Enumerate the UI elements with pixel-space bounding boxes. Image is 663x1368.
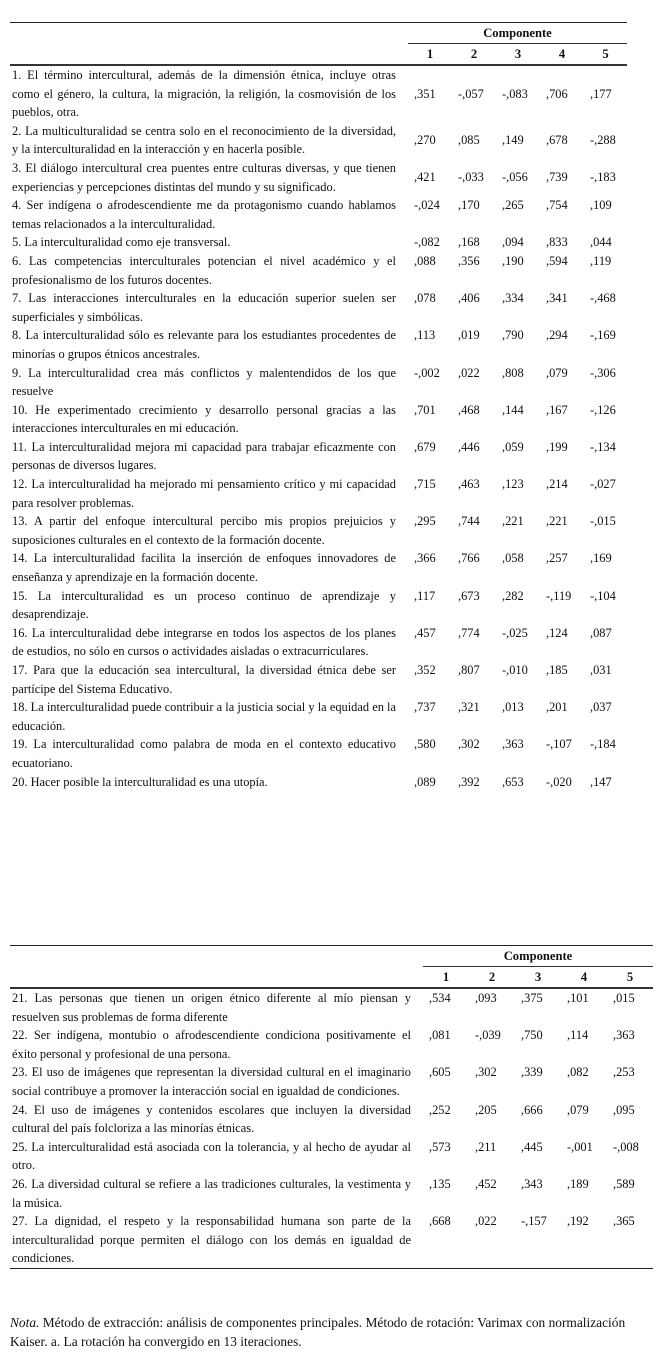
loading-value-component-5: -,104 xyxy=(590,588,616,603)
item-text: 1. El término intercultural, además de la dimensión étnica, incluye otras como el género, la cultura, la migración, la religión, la cosmovisión de los pueblos, otra. xyxy=(12,68,396,120)
loading-value-component-3: ,013 xyxy=(502,700,524,715)
item-text: 10. He experimentado crecimiento y desarrollo personal gracias a las interacciones interculturales en mi educación. xyxy=(12,402,396,436)
loading-value-component-3: ,445 xyxy=(521,1139,543,1154)
item-text: 3. El diálogo intercultural crea puentes entre culturas diversas, y que tienen experiencias y percepciones distintas del mundo y su significado. xyxy=(12,160,396,194)
column-header-1: 1 xyxy=(408,44,452,66)
loading-value-component-3: ,123 xyxy=(502,477,524,492)
loading-value-component-4: -,107 xyxy=(546,737,572,752)
table-2-body xyxy=(10,988,653,1268)
column-header-4: 4 xyxy=(561,967,607,989)
loading-value-component-4: ,201 xyxy=(546,700,568,715)
item-text: 4. Ser indígena o afrodescendiente me da protagonismo cuando hablamos temas relacionados a la interculturalidad. xyxy=(12,198,396,231)
loading-value-component-4: ,189 xyxy=(567,1176,589,1191)
item-text: 14. La interculturalidad facilita la inserción de enfoques innovadores de enseñanza y aprendizaje en la formación docente. xyxy=(12,551,396,585)
loading-value-component-2: -,033 xyxy=(458,170,484,185)
loading-value-component-5: ,589 xyxy=(613,1176,635,1191)
table-row xyxy=(10,735,627,772)
column-header-2: 2 xyxy=(452,44,496,66)
note-label: Nota. xyxy=(10,1315,40,1330)
loading-value-component-2: ,085 xyxy=(458,133,480,148)
item-text: 11. La interculturalidad mejora mi capacidad para trabajar eficazmente con personas de diversos lugares. xyxy=(12,439,396,473)
column-header-4: 4 xyxy=(540,44,584,66)
loading-value-component-5: -,134 xyxy=(590,439,616,454)
loading-value-component-2: ,452 xyxy=(475,1176,497,1191)
loading-value-component-4: -,119 xyxy=(546,588,572,603)
loading-value-component-1: ,117 xyxy=(414,588,436,603)
loading-value-component-3: ,149 xyxy=(502,133,524,148)
loading-value-component-1: ,701 xyxy=(414,402,436,417)
loading-value-component-2: ,463 xyxy=(458,477,480,492)
loading-value-component-4: ,739 xyxy=(546,170,568,185)
loading-value-component-5: -,183 xyxy=(590,170,616,185)
table-row xyxy=(10,1138,653,1175)
loading-value-component-3: -,025 xyxy=(502,625,528,640)
loading-value-component-2: ,302 xyxy=(475,1065,497,1080)
loading-value-component-2: ,093 xyxy=(475,991,497,1005)
item-text: 22. Ser indígena, montubio o afrodescendiente condiciona positivamente el éxito personal y profesional de una persona. xyxy=(12,1028,411,1061)
loading-value-component-4: ,101 xyxy=(567,991,589,1005)
loading-value-component-4: ,754 xyxy=(546,198,568,213)
table-row xyxy=(10,475,627,512)
table-row xyxy=(10,1101,653,1138)
item-text: 27. La dignidad, el respeto y la responsabilidad humana son parte de la interculturalidad porque permiten el diálogo con los demás en igualdad de condiciones. xyxy=(10,1212,423,1268)
item-header-empty xyxy=(10,44,408,66)
loading-value-component-4: ,341 xyxy=(546,291,568,306)
table-row xyxy=(10,661,627,698)
column-header-2: 2 xyxy=(469,967,515,989)
item-text: 15. La interculturalidad es un proceso continuo de aprendizaje y desaprendizaje. xyxy=(12,588,396,622)
loadings-table-1 xyxy=(10,22,627,791)
loading-value-component-3: ,375 xyxy=(521,991,543,1005)
table-row xyxy=(10,438,627,475)
loading-value-component-1: ,081 xyxy=(429,1028,451,1043)
loading-value-component-4: ,706 xyxy=(546,86,568,101)
table-row xyxy=(10,549,627,586)
loading-value-component-5: ,037 xyxy=(590,700,612,715)
loading-value-component-4: -,020 xyxy=(546,774,572,789)
table-row xyxy=(10,624,627,661)
loading-value-component-5: ,363 xyxy=(613,1028,635,1043)
loading-value-component-1: ,078 xyxy=(414,291,436,306)
loading-value-component-2: ,392 xyxy=(458,774,480,789)
loading-value-component-3: -,157 xyxy=(515,1212,561,1268)
loading-value-component-4: ,833 xyxy=(546,235,568,250)
loading-value-component-2: ,468 xyxy=(458,402,480,417)
loading-value-component-4: ,167 xyxy=(546,402,568,417)
loading-value-component-5: ,177 xyxy=(590,86,612,101)
column-header-1: 1 xyxy=(423,967,469,989)
loading-value-component-1: ,679 xyxy=(414,439,436,454)
component-group-header: Componente xyxy=(423,946,653,967)
loading-value-component-4: ,257 xyxy=(546,551,568,566)
loading-value-component-5: ,365 xyxy=(607,1212,653,1268)
loading-value-component-3: ,666 xyxy=(521,1102,543,1117)
loading-value-component-2: ,211 xyxy=(475,1139,497,1154)
loading-value-component-3: ,363 xyxy=(502,737,524,752)
loading-value-component-2: -,057 xyxy=(458,86,484,101)
loading-value-component-3: ,808 xyxy=(502,365,524,380)
item-text: 19. La interculturalidad como palabra de moda en el contexto educativo ecuatoriano. xyxy=(12,737,396,770)
loading-value-component-5: ,044 xyxy=(590,235,612,250)
loading-value-component-4: ,678 xyxy=(546,133,568,148)
column-header-3: 3 xyxy=(515,967,561,989)
loading-value-component-4: ,294 xyxy=(546,328,568,343)
item-header-empty xyxy=(10,946,423,967)
loading-value-component-1: ,534 xyxy=(429,991,451,1005)
item-text: 7. Las interacciones interculturales en la educación superior suelen ser superficiales y simbólicas. xyxy=(12,291,396,324)
loading-value-component-2: ,168 xyxy=(458,235,480,250)
loading-value-component-1: ,715 xyxy=(414,477,436,492)
loading-value-component-5: ,169 xyxy=(590,551,612,566)
loading-value-component-3: ,653 xyxy=(502,774,524,789)
column-header-3: 3 xyxy=(496,44,540,66)
table-row xyxy=(10,1212,653,1268)
loading-value-component-1: ,580 xyxy=(414,737,436,752)
item-text: 26. La diversidad cultural se refiere a las tradiciones culturales, la vestimenta y la música. xyxy=(12,1176,411,1210)
loading-value-component-5: -,306 xyxy=(590,365,616,380)
loading-value-component-1: ,089 xyxy=(414,774,436,789)
loading-value-component-1: ,295 xyxy=(414,514,436,529)
loading-value-component-2: ,205 xyxy=(475,1102,497,1117)
column-header-5: 5 xyxy=(584,44,627,66)
loading-value-component-1: ,113 xyxy=(414,328,436,343)
table-row xyxy=(10,65,627,122)
item-text: 8. La interculturalidad sólo es relevante para los estudiantes procedentes de minorías o grupos étnicos ancestrales. xyxy=(12,328,396,361)
loading-value-component-4: -,001 xyxy=(567,1139,593,1154)
item-text: 20. Hacer posible la interculturalidad es una utopía. xyxy=(12,774,268,789)
note-text: Método de extracción: análisis de componentes principales. Método de rotación: Varimax con normalización Kaiser. a. La rotación ha convergido en 13 iteraciones. xyxy=(10,1315,626,1349)
loading-value-component-2: ,022 xyxy=(458,365,480,380)
loading-value-component-5: ,119 xyxy=(590,253,612,268)
item-text: 12. La interculturalidad ha mejorado mi pensamiento crítico y mi capacidad para resolver problemas. xyxy=(12,477,396,510)
table-row xyxy=(10,252,627,289)
loading-value-component-5: ,253 xyxy=(613,1065,635,1080)
loading-value-component-3: ,343 xyxy=(521,1176,543,1191)
table-row xyxy=(10,364,627,401)
loading-value-component-2: -,039 xyxy=(475,1028,501,1043)
loading-value-component-4: ,199 xyxy=(546,439,568,454)
loading-value-component-2: ,302 xyxy=(458,737,480,752)
loading-value-component-3: ,190 xyxy=(502,253,524,268)
table-row xyxy=(10,401,627,438)
loading-value-component-5: -,126 xyxy=(590,402,616,417)
loading-value-component-4: ,185 xyxy=(546,663,568,677)
loading-value-component-3: ,094 xyxy=(502,235,524,250)
loading-value-component-2: ,673 xyxy=(458,588,480,603)
loading-value-component-1: ,351 xyxy=(414,86,436,101)
loading-value-component-4: ,221 xyxy=(546,514,568,529)
table-row xyxy=(10,1026,653,1063)
table-row xyxy=(10,122,627,159)
loading-value-component-5: -,027 xyxy=(590,477,616,492)
loading-value-component-1: ,573 xyxy=(429,1139,451,1154)
loading-value-component-4: ,192 xyxy=(561,1212,607,1268)
loading-value-component-3: -,083 xyxy=(502,86,528,101)
loading-value-component-1: ,668 xyxy=(423,1212,469,1268)
loading-value-component-5: ,031 xyxy=(590,663,612,677)
loading-value-component-1: ,457 xyxy=(414,625,436,640)
table-note xyxy=(10,1313,655,1351)
table-row xyxy=(10,773,627,792)
loading-value-component-1: ,088 xyxy=(414,253,436,268)
table-row xyxy=(10,326,627,363)
item-text: 17. Para que la educación sea intercultural, la diversidad étnica debe ser partícipe del Sistema Educativo. xyxy=(12,663,396,696)
item-text: 21. Las personas que tienen un origen étnico diferente al mío piensan y resuelven sus problemas de forma diferente xyxy=(12,991,411,1024)
loading-value-component-5: -,015 xyxy=(590,514,616,529)
loading-value-component-2: ,446 xyxy=(458,439,480,454)
item-text: 18. La interculturalidad puede contribuir a la justicia social y la equidad en la educación. xyxy=(12,700,396,733)
loading-value-component-5: -,288 xyxy=(590,133,616,148)
loading-value-component-2: ,744 xyxy=(458,514,480,529)
loading-value-component-3: ,790 xyxy=(502,328,524,343)
loading-value-component-4: ,079 xyxy=(567,1102,589,1117)
loading-value-component-3: ,058 xyxy=(502,551,524,566)
table-row xyxy=(10,196,627,233)
loading-value-component-4: ,079 xyxy=(546,365,568,380)
loading-value-component-2: ,019 xyxy=(458,328,480,343)
loading-value-component-1: -,024 xyxy=(414,198,440,213)
component-group-header: Componente xyxy=(408,23,627,44)
loading-value-component-4: ,082 xyxy=(567,1065,589,1080)
loading-value-component-3: ,144 xyxy=(502,402,524,417)
loading-value-component-2: ,022 xyxy=(469,1212,515,1268)
loading-value-component-3: ,059 xyxy=(502,439,524,454)
loading-value-component-5: ,109 xyxy=(590,198,612,213)
loading-value-component-5: -,169 xyxy=(590,328,616,343)
item-text: 9. La interculturalidad crea más conflictos y malentendidos de los que resuelve xyxy=(12,365,396,399)
item-header-empty xyxy=(10,23,408,44)
loading-value-component-5: ,095 xyxy=(613,1102,635,1117)
loading-value-component-1: ,252 xyxy=(429,1102,451,1117)
item-text: 2. La multiculturalidad se centra solo en el reconocimiento de la diversidad, y la interculturalidad en la interacción y en hacerla posible. xyxy=(12,123,396,157)
table-row xyxy=(10,289,627,326)
item-header-empty xyxy=(10,967,423,989)
loading-value-component-3: -,010 xyxy=(502,663,528,677)
loading-value-component-2: ,807 xyxy=(458,663,480,677)
loading-value-component-1: ,366 xyxy=(414,551,436,566)
loading-value-component-3: -,056 xyxy=(502,170,528,185)
loading-value-component-3: ,750 xyxy=(521,1028,543,1043)
item-text: 5. La interculturalidad como eje transversal. xyxy=(12,235,231,250)
table-row xyxy=(10,698,627,735)
loading-value-component-4: ,214 xyxy=(546,477,568,492)
item-text: 16. La interculturalidad debe integrarse en todos los aspectos de los planes de estudios, no sólo en cursos o actividades aisladas o extracurriculares. xyxy=(12,625,396,659)
item-text: 6. Las competencias interculturales potencian el nivel académico y el profesionalismo de los futuros docentes. xyxy=(12,253,396,287)
loading-value-component-1: -,002 xyxy=(414,365,440,380)
item-text: 24. El uso de imágenes y contenidos escolares que incluyen la diversidad cultural del país folcloriza a las minorías étnicas. xyxy=(12,1102,411,1136)
loading-value-component-2: ,406 xyxy=(458,291,480,306)
loading-value-component-1: ,270 xyxy=(414,133,436,148)
loading-value-component-1: ,605 xyxy=(429,1065,451,1080)
column-header-5: 5 xyxy=(607,967,653,989)
item-text: 23. El uso de imágenes que representan la diversidad cultural en el imaginario social contribuye a promover la interacción social en igualdad de condiciones. xyxy=(12,1065,411,1098)
table-row xyxy=(10,988,653,1026)
loading-value-component-5: -,184 xyxy=(590,737,616,752)
loading-value-component-1: -,082 xyxy=(414,235,440,250)
loading-value-component-3: ,334 xyxy=(502,291,524,306)
loading-value-component-5: -,008 xyxy=(613,1139,639,1154)
loading-value-component-4: ,594 xyxy=(546,253,568,268)
table-row xyxy=(10,233,627,252)
loading-value-component-3: ,339 xyxy=(521,1065,543,1080)
item-text: 25. La interculturalidad está asociada con la tolerancia, y al hecho de ayudar al otro. xyxy=(12,1139,411,1173)
loading-value-component-1: ,737 xyxy=(414,700,436,715)
loading-value-component-2: ,356 xyxy=(458,253,480,268)
loading-value-component-3: ,265 xyxy=(502,198,524,213)
table-row xyxy=(10,512,627,549)
loading-value-component-2: ,774 xyxy=(458,625,480,640)
loading-value-component-5: -,468 xyxy=(590,291,616,306)
loading-value-component-2: ,766 xyxy=(458,551,480,566)
loading-value-component-1: ,352 xyxy=(414,663,436,677)
loading-value-component-1: ,421 xyxy=(414,170,436,185)
table-row xyxy=(10,1175,653,1212)
table-row xyxy=(10,159,627,196)
loading-value-component-4: ,114 xyxy=(567,1028,589,1043)
loading-value-component-5: ,015 xyxy=(613,991,635,1005)
loading-value-component-5: ,147 xyxy=(590,774,612,789)
table-row xyxy=(10,1063,653,1100)
item-text: 13. A partir del enfoque intercultural percibo mis propios prejuicios y suposiciones culturales en el contexto de la formación docente. xyxy=(12,514,396,547)
loading-value-component-2: ,170 xyxy=(458,198,480,213)
loading-value-component-2: ,321 xyxy=(458,700,480,715)
loading-value-component-4: ,124 xyxy=(546,625,568,640)
table-row xyxy=(10,587,627,624)
table-1-body xyxy=(10,65,627,791)
loadings-table-2 xyxy=(10,945,653,1269)
loading-value-component-3: ,282 xyxy=(502,588,524,603)
loading-value-component-3: ,221 xyxy=(502,514,524,529)
loading-value-component-1: ,135 xyxy=(429,1176,451,1191)
loading-value-component-5: ,087 xyxy=(590,625,612,640)
